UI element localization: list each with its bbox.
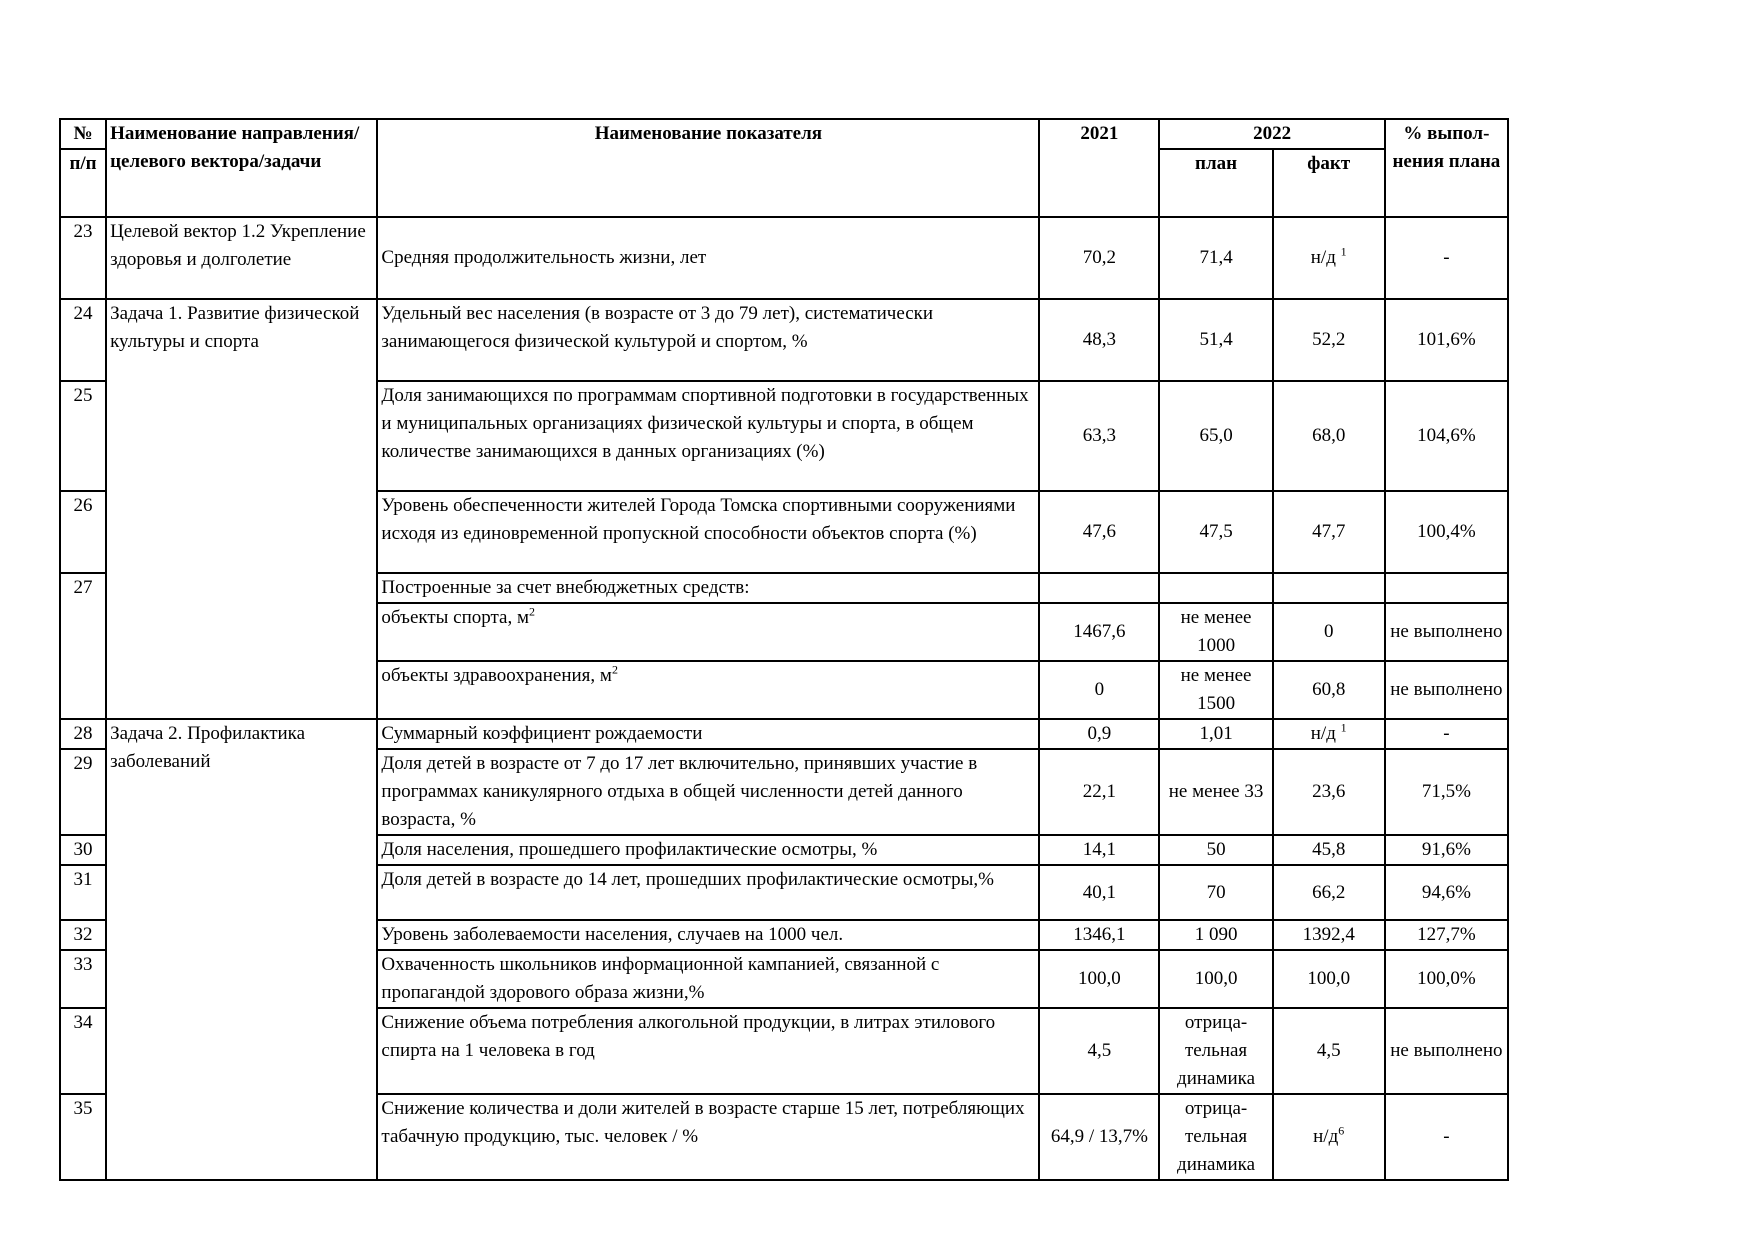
indicator-cell: Снижение объема потребления алкогольной продукции, в литрах этилового спирта на 1 человека в год (377, 1008, 1039, 1094)
row-number: 32 (60, 920, 106, 950)
value-plan: 100,0 (1159, 950, 1272, 1008)
vector-cell: Целевой вектор 1.2 Укрепление здоровья и долголетие (106, 217, 377, 299)
table-row (60, 299, 1508, 381)
value-fact: 23,6 (1273, 749, 1385, 835)
footnote-ref: 1 (1340, 720, 1347, 735)
row-number: 24 (60, 299, 106, 381)
value-percent: не выполнено (1385, 1008, 1508, 1094)
value-2021: 0,9 (1039, 719, 1159, 749)
value-2021: 70,2 (1039, 217, 1159, 299)
value-fact: 100,0 (1273, 950, 1385, 1008)
superscript: 2 (611, 662, 618, 677)
value-2021: 14,1 (1039, 835, 1159, 865)
header-2021: 2021 (1039, 119, 1159, 217)
value-2021: 0 (1039, 661, 1159, 719)
value-fact: 66,2 (1273, 865, 1385, 920)
value-2021: 1467,6 (1039, 603, 1159, 661)
indicator-cell: Средняя продолжительность жизни, лет (377, 217, 1039, 299)
value-plan: отрица-тельная динамика (1159, 1008, 1272, 1094)
value-2021: 47,6 (1039, 491, 1159, 573)
indicator-cell: Доля детей в возрасте до 14 лет, прошедших профилактические осмотры,% (377, 865, 1039, 920)
value-fact: 47,7 (1273, 491, 1385, 573)
footnote-ref: 6 (1338, 1123, 1345, 1138)
value-plan: 47,5 (1159, 491, 1272, 573)
value-plan: 1 090 (1159, 920, 1272, 950)
value-2021: 1346,1 (1039, 920, 1159, 950)
indicator-cell: Уровень обеспеченности жителей Города Томска спортивными сооружениями исходя из единовременной пропускной способности объектов спорта (%) (377, 491, 1039, 573)
value-percent: 101,6% (1385, 299, 1508, 381)
indicator-cell: Удельный вес населения (в возрасте от 3 до 79 лет), систематически занимающегося физической культурой и спортом, % (377, 299, 1039, 381)
header-indicator: Наименование показателя (377, 119, 1039, 217)
indicator-cell: объекты спорта, $м^2$ (377, 603, 1039, 661)
value-2021: 48,3 (1039, 299, 1159, 381)
row-number: 28 (60, 719, 106, 749)
value-percent: 91,6% (1385, 835, 1508, 865)
row-number: 34 (60, 1008, 106, 1094)
row-number: 31 (60, 865, 106, 920)
value-fact: $н/д^6$ (1273, 1094, 1385, 1180)
value-2021: 63,3 (1039, 381, 1159, 491)
value-percent: - (1385, 1094, 1508, 1180)
value-fact: 68,0 (1273, 381, 1385, 491)
value-plan: 50 (1159, 835, 1272, 865)
value-percent: не выполнено (1385, 603, 1508, 661)
value-percent: 127,7% (1385, 920, 1508, 950)
row-number: 25 (60, 381, 106, 491)
value-percent: 100,4% (1385, 491, 1508, 573)
indicator-cell: объекты здравоохранения, $м^2$ (377, 661, 1039, 719)
value-fact: 1392,4 (1273, 920, 1385, 950)
value-percent: - (1385, 217, 1508, 299)
value-fact: 60,8 (1273, 661, 1385, 719)
value-fact: 52,2 (1273, 299, 1385, 381)
indicator-cell: Доля детей в возрасте от 7 до 17 лет включительно, принявших участие в программах каникулярного отдыха в общей численности детей данного возраста, % (377, 749, 1039, 835)
header-percent: % выпол-нения плана (1385, 119, 1508, 217)
row-number: 35 (60, 1094, 106, 1180)
value-percent: 104,6% (1385, 381, 1508, 491)
value-fact: 0 (1273, 603, 1385, 661)
indicator-cell: Уровень заболеваемости населения, случаев на 1000 чел. (377, 920, 1039, 950)
row-number: 23 (60, 217, 106, 299)
row-number: 30 (60, 835, 106, 865)
value-plan: отрица-тельная динамика (1159, 1094, 1272, 1180)
indicator-cell: Построенные за счет внебюджетных средств: (377, 573, 1039, 603)
header-fact: факт (1273, 149, 1385, 217)
row-number: 29 (60, 749, 106, 835)
table-row (60, 217, 1508, 299)
value-2021: 4,5 (1039, 1008, 1159, 1094)
value-plan: не менее 1000 (1159, 603, 1272, 661)
row-number: 26 (60, 491, 106, 573)
row-number: 27 (60, 573, 106, 719)
header-num-top: № (60, 119, 106, 149)
indicator-cell: Доля занимающихся по программам спортивной подготовки в государственных и муниципальных организациях физической культуры и спорта, в общем количестве занимающихся в данных организациях (%) (377, 381, 1039, 491)
value-fact: н/д $^1$ (1273, 719, 1385, 749)
table-row (60, 719, 1508, 749)
value-2021: 40,1 (1039, 865, 1159, 920)
task2-cell: Задача 2. Профилактика заболеваний (106, 719, 377, 1180)
indicator-cell: Снижение количества и доли жителей в возрасте старше 15 лет, потребляющих табачную продукцию, тыс. человек / % (377, 1094, 1039, 1180)
value-percent: 71,5% (1385, 749, 1508, 835)
value-plan: 51,4 (1159, 299, 1272, 381)
value-percent: 94,6% (1385, 865, 1508, 920)
header-num-bottom: п/п (60, 149, 106, 217)
task1-cell: Задача 1. Развитие физической культуры и спорта (106, 299, 377, 719)
value-fact: 4,5 (1273, 1008, 1385, 1094)
header-direction: Наименование направления/целевого вектора/задачи (106, 119, 377, 217)
value-fact: н/д $^1$ (1273, 217, 1385, 299)
value-plan: не менее 33 (1159, 749, 1272, 835)
header-plan: план (1159, 149, 1272, 217)
value-2021: 64,9 / 13,7% (1039, 1094, 1159, 1180)
value-plan: 65,0 (1159, 381, 1272, 491)
superscript: 2 (529, 604, 536, 619)
value-plan: 71,4 (1159, 217, 1272, 299)
indicator-cell: Доля населения, прошедшего профилактические осмотры, % (377, 835, 1039, 865)
indicators-table (59, 118, 1509, 1181)
footnote-ref: 1 (1340, 244, 1347, 259)
value-2021: 22,1 (1039, 749, 1159, 835)
value-percent: не выполнено (1385, 661, 1508, 719)
header-2022: 2022 (1159, 119, 1384, 149)
value-2021: 100,0 (1039, 950, 1159, 1008)
value-plan: 1,01 (1159, 719, 1272, 749)
indicator-cell: Охваченность школьников информационной кампанией, связанной с пропагандой здорового образа жизни,% (377, 950, 1039, 1008)
value-percent: 100,0% (1385, 950, 1508, 1008)
value-fact: 45,8 (1273, 835, 1385, 865)
value-plan: 70 (1159, 865, 1272, 920)
value-plan: не менее 1500 (1159, 661, 1272, 719)
value-percent: - (1385, 719, 1508, 749)
indicator-cell: Суммарный коэффициент рождаемости (377, 719, 1039, 749)
row-number: 33 (60, 950, 106, 1008)
